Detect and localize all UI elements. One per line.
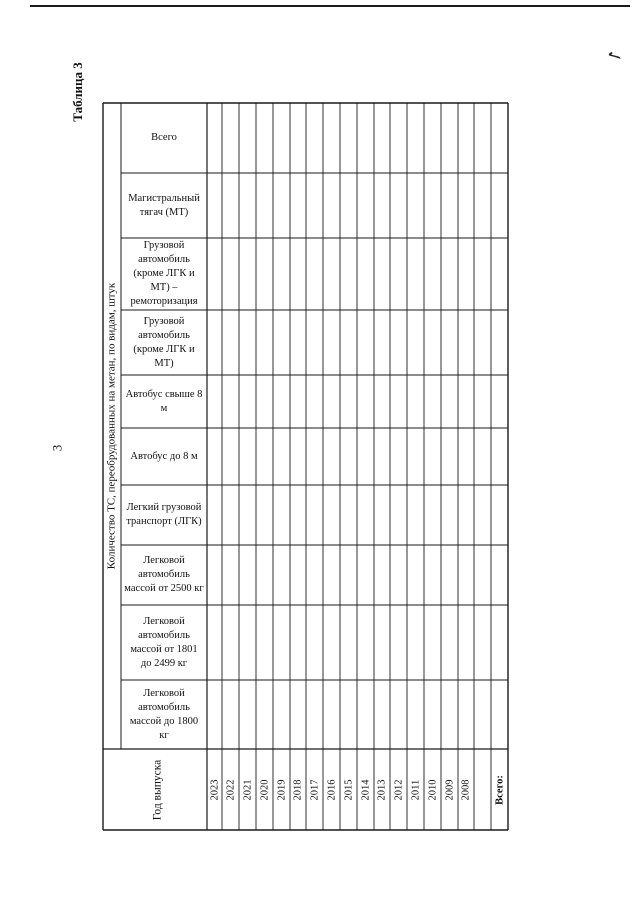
year-label-2014: 2014 — [360, 779, 371, 801]
column-header-2: Магистральный тягач (МТ) — [128, 192, 200, 218]
column-header-8: Легковой автомобиль массой от 2500 кг — [124, 555, 204, 594]
year-label-2015: 2015 — [343, 779, 354, 801]
year-label-2018: 2018 — [292, 779, 304, 801]
year-label-2021: 2021 — [242, 779, 253, 801]
column-header-4: Грузовой автомобиль (кроме ЛГК и МТ) — [133, 315, 195, 369]
year-label-2009: 2009 — [444, 779, 455, 801]
column-header-9: Легковой автомобиль массой от 1801 до 2499 кг — [130, 615, 198, 669]
column-header-10: Легковой автомобиль массой до 1800 кг — [129, 687, 199, 741]
column-header-1: Всего — [151, 132, 177, 143]
year-label-2012: 2012 — [393, 779, 404, 801]
year-header: Год выпуска — [151, 759, 164, 821]
table-title: Таблица 3 — [70, 62, 85, 122]
year-label-2023: 2023 — [209, 779, 220, 801]
total-label: Всего: — [494, 775, 505, 805]
year-label-2020: 2020 — [259, 779, 270, 801]
year-label-2013: 2013 — [376, 779, 388, 801]
year-label-2019: 2019 — [276, 779, 287, 801]
year-label-2008: 2008 — [460, 779, 472, 801]
page-number: 3 — [49, 444, 65, 452]
group-header: Количество ТС, переобрудованных на метан, по видам, штук — [105, 282, 118, 570]
year-label-2010: 2010 — [427, 779, 438, 801]
year-label-2016: 2016 — [326, 779, 337, 801]
column-header-3: Грузовой автомобиль (кроме ЛГК и МТ) – ремоторизация — [130, 240, 198, 307]
year-label-2022: 2022 — [225, 779, 236, 801]
year-label-2011: 2011 — [410, 779, 421, 801]
column-header-6: Автобус до 8 м — [130, 450, 198, 462]
handwritten-mark: ✓ — [602, 45, 626, 67]
column-header-5: Автобус свыше 8 м — [125, 388, 203, 414]
year-label-2017: 2017 — [309, 779, 320, 801]
column-header-7: Легкий грузовой транспорт (ЛГК) — [126, 502, 202, 527]
